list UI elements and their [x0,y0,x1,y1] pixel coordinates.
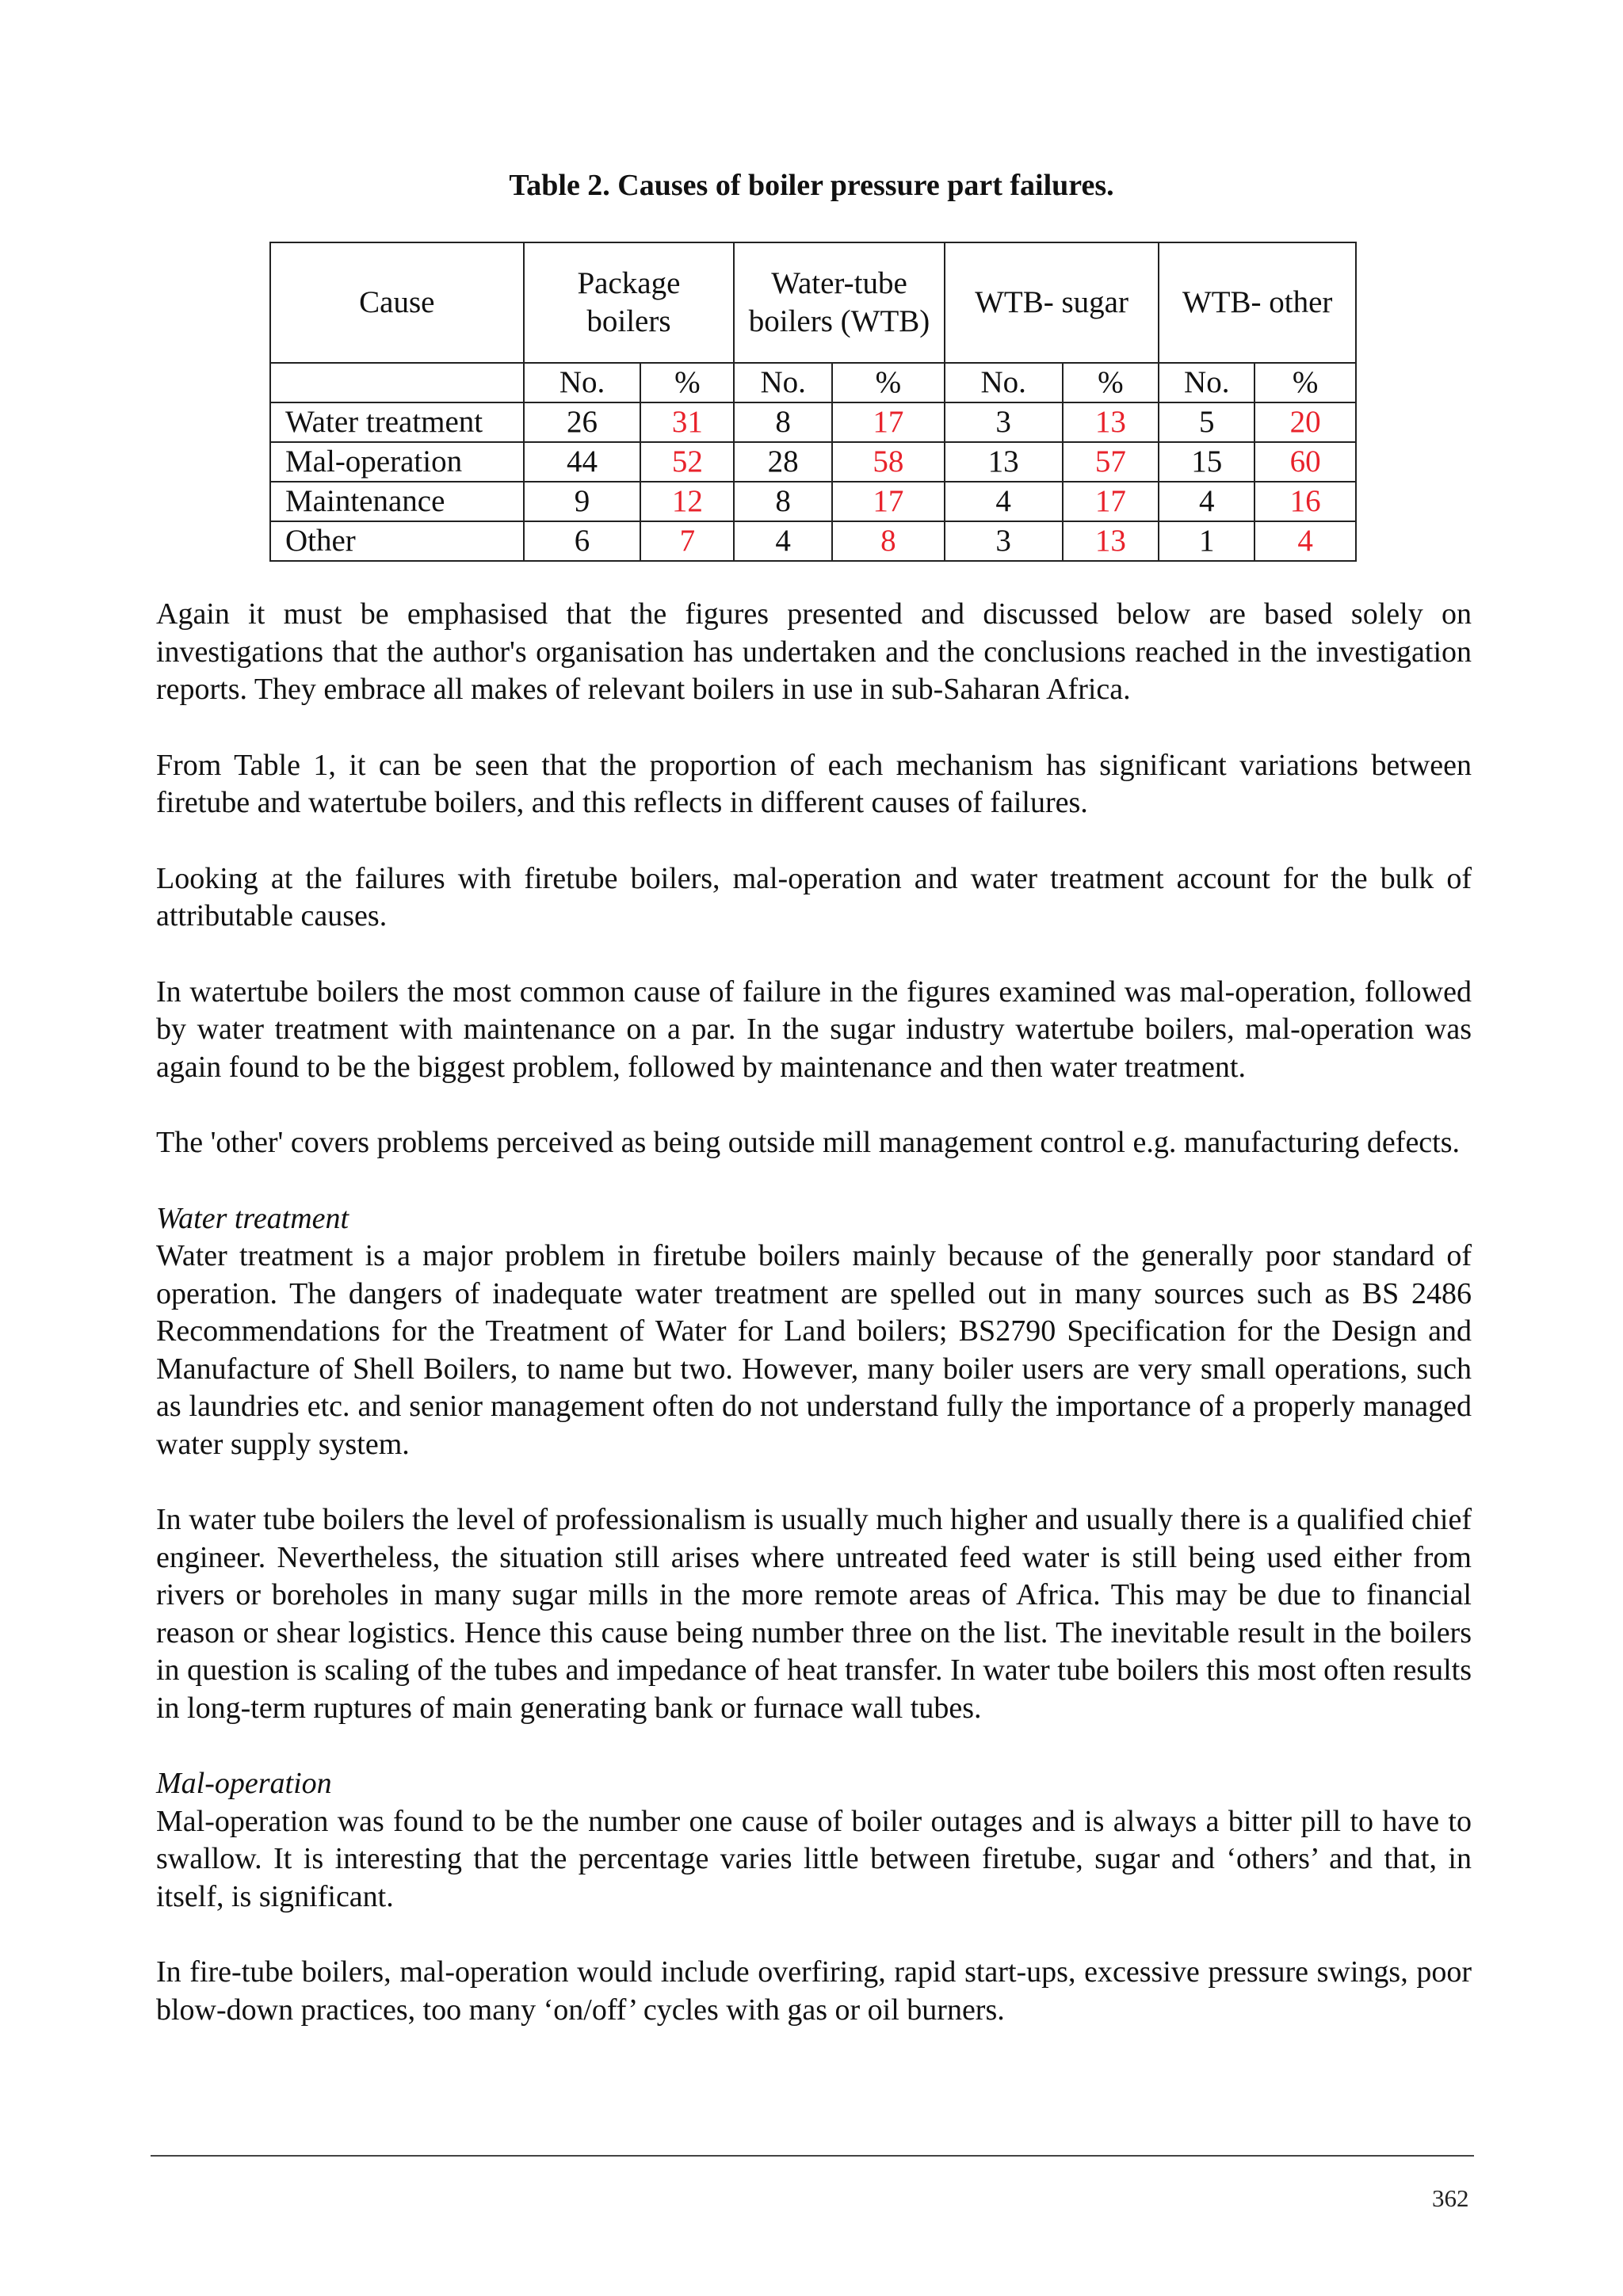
count-cell: 13 [945,442,1063,482]
group-header: WTB- sugar [945,242,1159,363]
group-header: Water-tube boilers (WTB) [734,242,945,363]
percent-cell: 8 [832,521,945,561]
percent-cell: 20 [1254,402,1356,442]
percent-cell: 31 [640,402,734,442]
percent-cell: 16 [1254,482,1356,521]
percent-cell: 4 [1254,521,1356,561]
cause-cell: Maintenance [270,482,524,521]
count-cell: 28 [734,442,832,482]
cause-cell: Water treatment [270,402,524,442]
no-header: No. [734,363,832,402]
percent-cell: 58 [832,442,945,482]
paragraph: The 'other' covers problems perceived as being outside mill management control e.g. manufacturing defects. [156,1126,1461,1159]
pct-header: % [640,363,734,402]
cause-cell: Other [270,521,524,561]
table-row [270,402,1356,442]
section-heading: Mal-operation [156,1767,332,1800]
percent-cell: 17 [832,482,945,521]
percent-cell: 12 [640,482,734,521]
paragraph: In water tube boilers the level of professionalism is usually much higher and usually there is a qualified chief engineer. Nevertheless, the situation still arises where untreated feed water is still being used either from rivers or boreholes in many sugar mills in the more remote areas of Africa. This may be due to financial reason or shear logistics. Hence this cause being number three on the list. The inevitable result in the boilers in question is scaling of the tubes and impedance of heat transfer. In water tube boilers this most often results in long-term ruptures of main generating bank or furnace wall tubes. [156,1503,1472,1725]
failures-table [269,242,1357,562]
count-cell: 4 [945,482,1063,521]
cause-header: Cause [270,242,524,363]
cause-cell: Mal-operation [270,442,524,482]
percent-cell: 17 [832,402,945,442]
footer-rule [151,2155,1474,2157]
paragraph: Water treatment is a major problem in firetube boilers mainly because of the generally poor standard of operation. The dangers of inadequate water treatment are spelled out in many sources such as BS 2486 Recommendations for the Treatment of Water for Land boilers; BS2790 Specification for the Design and Manufacture of Shell Boilers, to name but two. However, many boiler users are very small operations, such as laundries etc. and senior management often do not understand fully the importance of a properly managed water supply system. [156,1239,1472,1461]
body-text [156,596,1472,2067]
count-cell: 8 [734,482,832,521]
table-row [270,442,1356,482]
count-cell: 5 [1159,402,1254,442]
paragraph: Again it must be emphasised that the figures presented and discussed below are based solely on investigations that the author's organisation has undertaken and the conclusions reached in the investigation reports. They embrace all makes of relevant boilers in use in sub-Saharan Africa. [156,597,1472,706]
paragraph: Mal-operation was found to be the number one cause of boiler outages and is always a bitter pill to have to swallow. It is interesting that the percentage varies little between firetube, sugar and ‘others’ and that, in itself, is significant. [156,1804,1472,1913]
count-cell: 4 [1159,482,1254,521]
count-cell: 4 [734,521,832,561]
no-header: No. [945,363,1063,402]
no-header: No. [524,363,641,402]
paragraph: From Table 1, it can be seen that the proportion of each mechanism has significant variations between firetube and watertube boilers, and this reflects in different causes of failures. [156,748,1472,819]
table-row [270,482,1356,521]
count-cell: 9 [524,482,641,521]
count-cell: 15 [1159,442,1254,482]
percent-cell: 52 [640,442,734,482]
count-cell: 44 [524,442,641,482]
pct-header: % [1254,363,1356,402]
count-cell: 6 [524,521,641,561]
count-cell: 1 [1159,521,1254,561]
percent-cell: 57 [1063,442,1159,482]
pct-header: % [1063,363,1159,402]
paragraph: In watertube boilers the most common cause of failure in the figures examined was mal-operation, followed by water treatment with maintenance on a par. In the sugar industry watertube boilers, mal-operation was again found to be the biggest problem, followed by maintenance and then water treatment. [156,974,1472,1084]
percent-cell: 17 [1063,482,1159,521]
percent-cell: 13 [1063,402,1159,442]
section-heading: Water treatment [156,1201,349,1235]
percent-cell: 60 [1254,442,1356,482]
group-header: WTB- other [1159,242,1356,363]
pct-header: % [832,363,945,402]
page-number: 362 [1432,2184,1469,2212]
count-cell: 26 [524,402,641,442]
table-caption: Table 2. Causes of boiler pressure part failures. [509,169,1114,202]
no-header: No. [1159,363,1254,402]
count-cell: 8 [734,402,832,442]
count-cell: 3 [945,521,1063,561]
group-header: Package boilers [524,242,735,363]
count-cell: 3 [945,402,1063,442]
paragraph: In fire-tube boilers, mal-operation would include overfiring, rapid start-ups, excessive pressure swings, poor blow-down practices, too many ‘on/off’ cycles with gas or oil burners. [156,1955,1472,2027]
paragraph: Looking at the failures with firetube boilers, mal-operation and water treatment account for the bulk of attributable causes. [156,861,1472,933]
cause-header-spacer [270,363,524,402]
percent-cell: 7 [640,521,734,561]
percent-cell: 13 [1063,521,1159,561]
table-row [270,521,1356,561]
